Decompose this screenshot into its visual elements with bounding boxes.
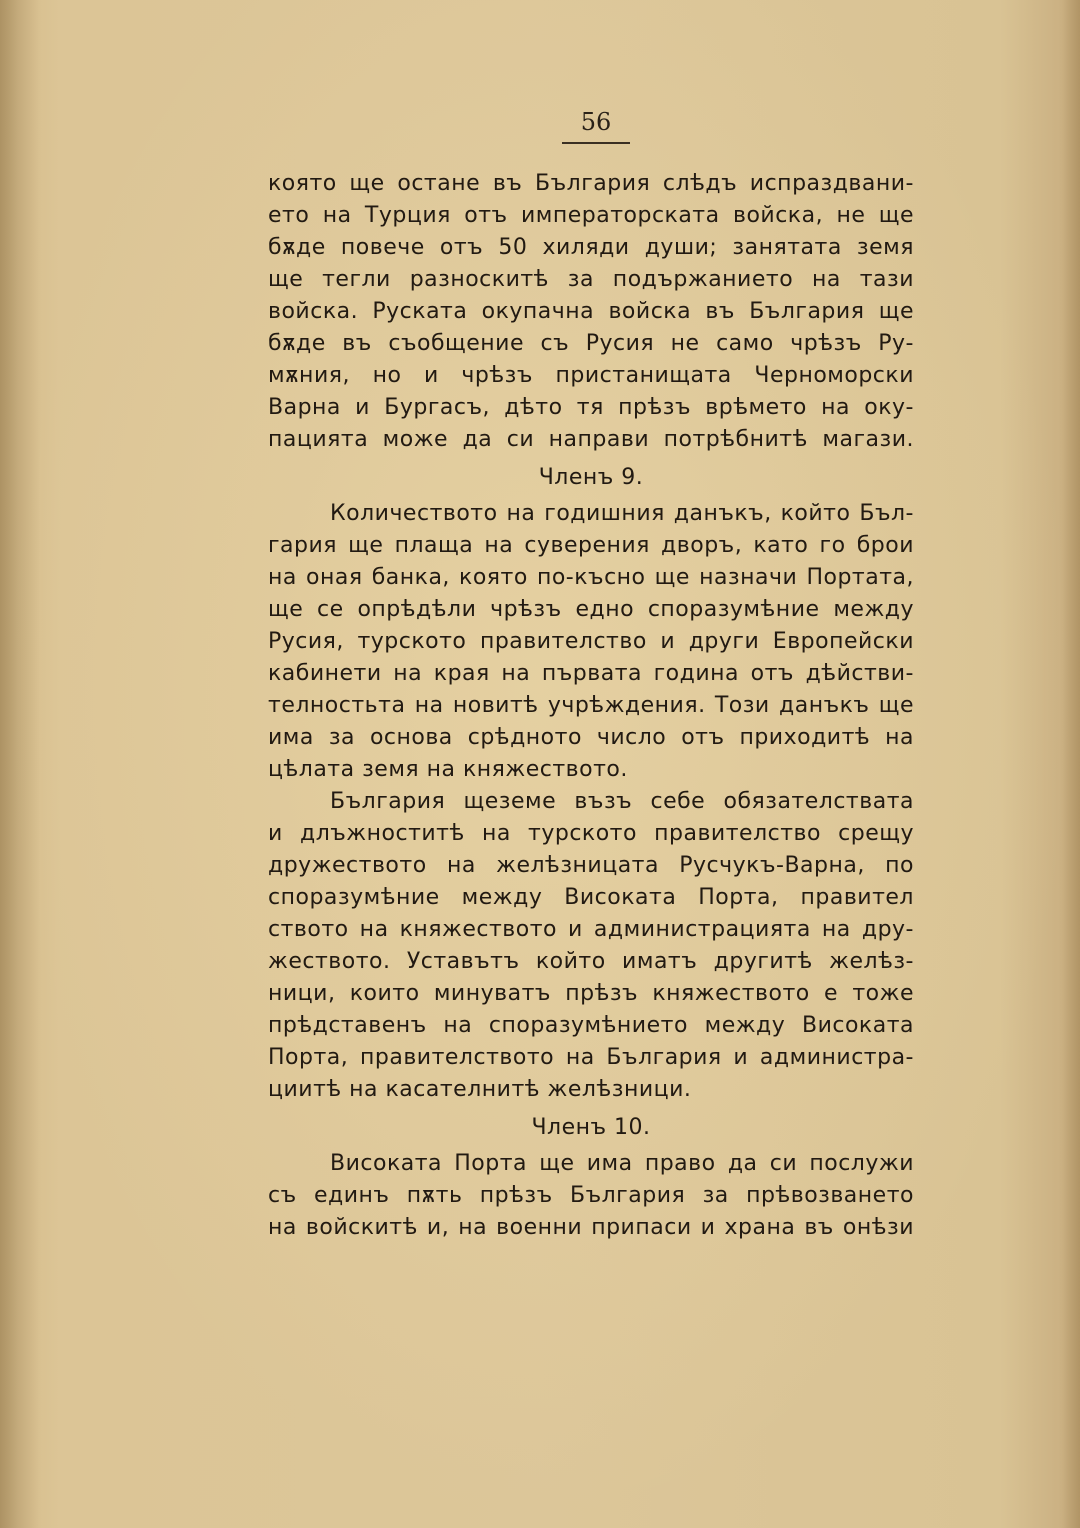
text-line: телностьта на новитѣ учрѣждения. Този данъкъ ще — [268, 693, 914, 718]
article-heading-10: Членъ 10. — [531, 1115, 651, 1140]
page-number-rule — [562, 142, 630, 144]
text-line: която ще остане въ България слѣдъ испраздвани- — [268, 171, 914, 196]
text-line: дружеството на желѣзницата Русчукъ-Варна, по — [268, 853, 914, 878]
text-line: кабинети на края на първата година отъ дѣйстви- — [268, 661, 914, 686]
text-line: войска. Руската окупачна войска въ България ще — [268, 299, 914, 324]
page-number: 56 — [580, 108, 612, 136]
text-line: ници, които минуватъ прѣзъ княжеството е тоже — [268, 981, 914, 1006]
text-line: Русия, турското правителство и други Европейски — [268, 629, 914, 654]
text-line: Високата Порта ще има право да си послужи — [330, 1151, 914, 1176]
text-line: ще се опрѣдѣли чрѣзъ едно споразумѣние между — [268, 597, 914, 622]
text-line: на войскитѣ и, на военни припаси и храна въ онѣзи — [268, 1215, 914, 1240]
text-line: ще тегли разноскитѣ за подържанието на тази — [268, 267, 914, 292]
text-line: и длъжноститѣ на турското правителство срещу — [268, 821, 914, 846]
text-line: има за основа срѣдното число отъ приходитѣ на — [268, 725, 914, 750]
text-line: пацията може да си направи потрѣбнитѣ магази. — [268, 427, 914, 452]
text-line: мѫния, но и чрѣзъ пристанищата Черноморски — [268, 363, 914, 388]
text-line: бѫде повече отъ 50 хиляди души; занятата земя — [268, 235, 914, 260]
article-heading-9: Членъ 9. — [538, 465, 644, 490]
text-line: ството на княжеството и администрацията на дру- — [268, 917, 914, 942]
body-text — [268, 168, 914, 1244]
text-line: Варна и Бургасъ, дѣто тя прѣзъ врѣмето на оку- — [268, 395, 914, 420]
text-line: България щеземе възъ себе обязателствата — [330, 789, 914, 814]
text-line: ето на Турция отъ императорската войска, не ще — [268, 203, 914, 228]
text-line: жеството. Уставътъ който иматъ другитѣ желѣз- — [268, 949, 914, 974]
text-line: Порта, правителството на България и администра- — [268, 1045, 914, 1070]
text-line: цѣлата земя на княжеството. — [268, 757, 628, 782]
text-line: гария ще плаща на суверения дворъ, като го брои — [268, 533, 914, 558]
text-line: съ единъ пѫть прѣзъ България за прѣвозването — [268, 1183, 914, 1208]
page-edge-shadow — [1062, 0, 1080, 1528]
text-line: Количеството на годишния данъкъ, който Бъл- — [330, 501, 914, 526]
text-line: циитѣ на касателнитѣ желѣзници. — [268, 1077, 692, 1102]
text-line: бѫде въ съобщение съ Русия не само чрѣзъ Ру- — [268, 331, 914, 356]
text-line: прѣдставенъ на споразумѣнието между Високата — [268, 1013, 914, 1038]
text-line: споразумѣние между Високата Порта, правител — [268, 885, 914, 910]
binding-shadow — [0, 0, 40, 1528]
text-line: на оная банка, която по-късно ще назначи Портата, — [268, 565, 914, 590]
